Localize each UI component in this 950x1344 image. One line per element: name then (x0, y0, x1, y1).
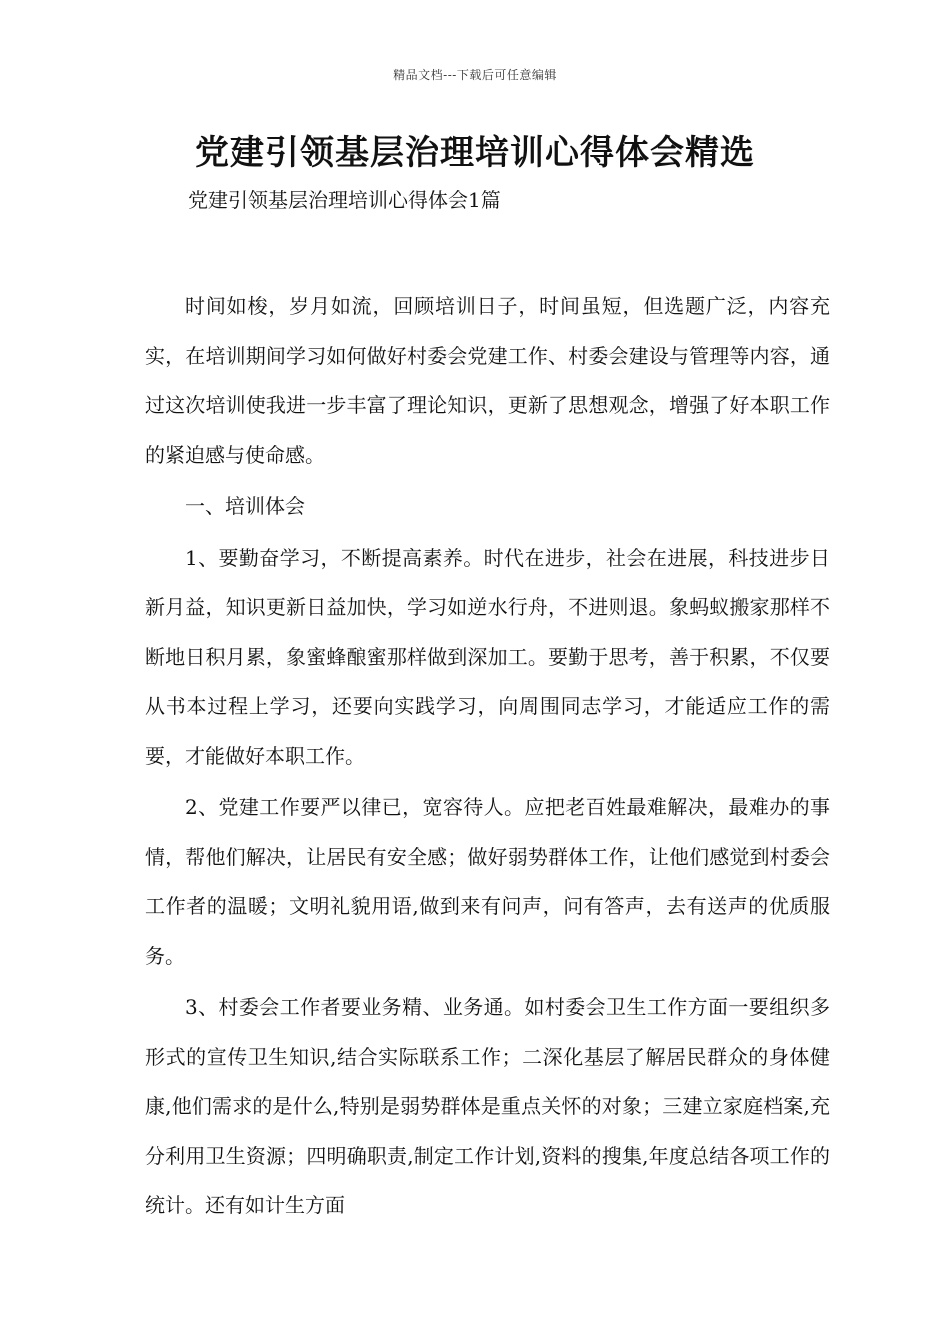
paragraph-item-2: 2、党建工作要严以律已，宽容待人。应把老百姓最难解决，最难办的事情，帮他们解决，让居民有安全感；做好弱势群体工作，让他们感觉到村委会工作者的温暖；文明礼貌用语,做到来有问声，问有答声，去有送声的优质服务。 (145, 795, 830, 968)
paragraph-item-3: 3、村委会工作者要业务精、业务通。如村委会卫生工作方面一要组织多形式的宣传卫生知识,结合实际联系工作；二深化基层了解居民群众的身体健康,他们需求的是什么,特别是弱势群体是重点关怀的对象；三建立家庭档案,充分利用卫生资源；四明确职责,制定工作计划,资料的搜集,年度总结各项工作的统计。还有如计生方面 (145, 995, 830, 1217)
document-title: 党建引领基层治理培训心得体会精选 (195, 133, 755, 173)
header-note: 精品文档---下载后可任意编辑 (393, 68, 557, 82)
document-body (145, 282, 830, 1233)
paragraph-intro: 时间如梭，岁月如流，回顾培训日子，时间虽短，但选题广泛，内容充实，在培训期间学习如何做好村委会党建工作、村委会建设与管理等内容，通过这次培训使我进一步丰富了理论知识，更新了思想观念，增强了好本职工作的紧迫感与使命感。 (145, 294, 830, 467)
section-heading: 一、培训体会 (185, 494, 305, 518)
paragraph-item-1: 1、要勤奋学习，不断提高素养。时代在进步，社会在进展，科技进步日新月益，知识更新日益加快，学习如逆水行舟，不进则退。象蚂蚁搬家那样不断地日积月累，象蜜蜂酿蜜那样做到深加工。要勤于思考，善于积累，不仅要从书本过程上学习，还要向实践学习，向周围同志学习，才能适应工作的需要，才能做好本职工作。 (145, 545, 830, 768)
document-subtitle: 党建引领基层治理培训心得体会1篇 (188, 188, 501, 212)
